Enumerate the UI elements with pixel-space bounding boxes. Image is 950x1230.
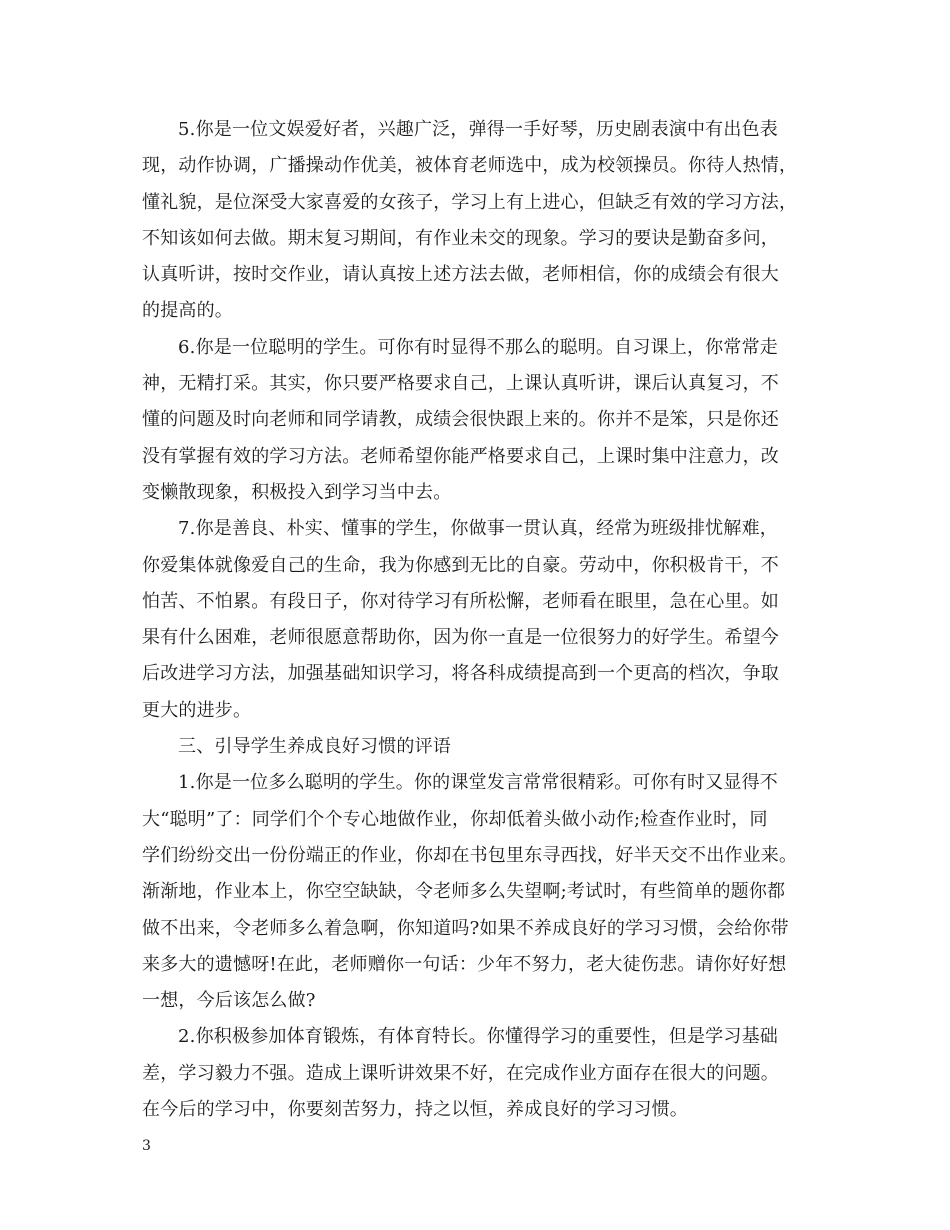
text-line: 果有什么困难，老师很愿意帮助你，因为你一直是一位很努力的好学生。希望今 (142, 627, 779, 649)
text-line: 5.你是一位文娱爱好者，兴趣广泛，弹得一手好琴，历史剧表演中有出色表 (178, 119, 778, 140)
text-line: 一想，今后该怎么做? (142, 990, 316, 1012)
text-line: 1.你是一位多么聪明的学生。你的课堂发言常常很精彩。可你有时又显得不 (178, 772, 778, 794)
comment-paragraph (142, 1019, 812, 1128)
text-line: 怕苦、不怕累。有段日子，你对待学习有所松懈，老师看在眼里，急在心里。如 (142, 590, 779, 612)
section-heading (142, 729, 812, 765)
page-number: 3 (142, 1138, 151, 1154)
text-line: 更大的进步。 (142, 699, 252, 721)
text-line: 做不出来，令老师多么着急啊，你知道吗?如果不养成良好的学习习惯，会给你带 (142, 917, 789, 939)
text-line: 后改进学习方法，加强基础知识学习，将各科成绩提高到一个更高的档次，争取 (142, 663, 779, 685)
text-line: 2.你积极参加体育锻炼，有体育特长。你懂得学习的重要性，但是学习基础 (178, 1026, 778, 1048)
text-line: 没有掌握有效的学习方法。老师希望你能严格要求自己，上课时集中注意力，改 (142, 445, 779, 467)
text-line: 不知该如何去做。期末复习期间，有作业未交的现象。学习的要诀是勤奋多问， (142, 227, 779, 249)
comment-paragraph (142, 330, 812, 511)
text-line: 三、引导学生养成良好习惯的评语 (178, 736, 451, 758)
text-line: 差，学习毅力不强。造成上课听讲效果不好，在完成作业方面存在很大的问题。 (142, 1062, 779, 1084)
comment-paragraph (142, 765, 812, 1019)
comment-paragraph (142, 112, 812, 330)
text-line: 懂礼貌，是位深受大家喜爱的女孩子，学习上有上进心，但缺乏有效的学习方法， (142, 191, 798, 213)
text-line: 认真听讲，按时交作业，请认真按上述方法去做，老师相信，你的成绩会有很大 (142, 264, 779, 286)
text-line: 你爱集体就像爱自己的生命，我为你感到无比的自豪。劳动中，你积极肯干，不 (142, 554, 779, 576)
comment-paragraph (142, 511, 812, 729)
text-line: 在今后的学习中，你要刻苦努力，持之以恒，养成良好的学习习惯。 (142, 1099, 688, 1121)
text-line: 渐渐地，作业本上，你空空缺缺，令老师多么失望啊;考试时，有些简单的题你都 (142, 881, 786, 903)
text-line: 学们纷纷交出一份份端正的作业，你却在书包里东寻西找，好半天交不出作业来。 (142, 844, 798, 866)
text-line: 大“聪明”了：同学们个个专心地做作业，你却低着头做小动作;检查作业时，同 (142, 808, 768, 830)
text-line: 懂的问题及时向老师和同学请教，成绩会很快跟上来的。你并不是笨，只是你还 (142, 409, 779, 431)
text-line: 神，无精打采。其实，你只要严格要求自己，上课认真听讲，课后认真复习，不 (142, 373, 779, 395)
text-line: 变懒散现象，积极投入到学习当中去。 (142, 481, 452, 503)
text-line: 的提高的。 (142, 300, 233, 322)
text-line: 7.你是善良、朴实、懂事的学生，你做事一贯认真，经常为班级排忧解难， (178, 518, 778, 540)
text-line: 现，动作协调，广播操动作优美，被体育老师选中，成为校领操员。你待人热情， (142, 155, 798, 177)
text-line: 来多大的遗憾呀!在此，老师赠你一句话：少年不努力，老大徒伤悲。请你好好想 (142, 953, 787, 975)
document-body (142, 112, 812, 1128)
text-line: 6.你是一位聪明的学生。可你有时显得不那么的聪明。自习课上，你常常走 (178, 336, 778, 358)
